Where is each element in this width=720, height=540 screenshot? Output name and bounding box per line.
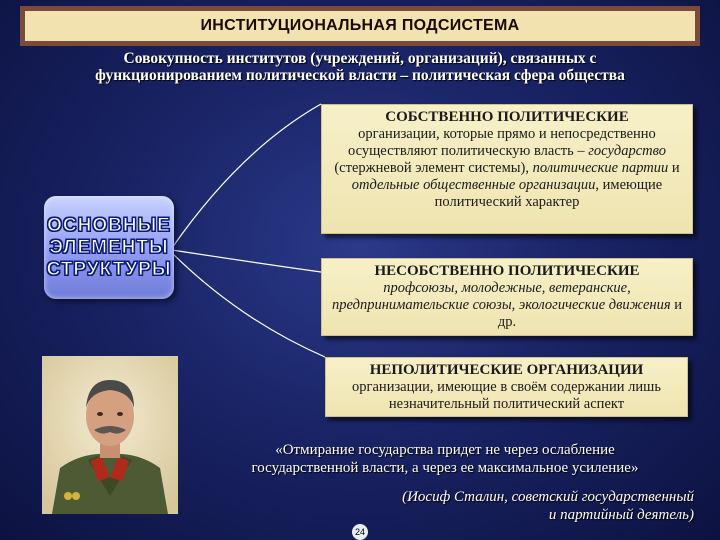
- subtitle-line-2: функционированием политической власти – политическая сфера общества: [95, 67, 625, 84]
- label-line-3: СТРУКТУРЫ: [46, 258, 172, 280]
- box-nonpolitical: [325, 357, 688, 417]
- box-improper-political: [321, 258, 693, 336]
- title-bar: [20, 6, 700, 46]
- subtitle: [20, 50, 700, 84]
- quote: [190, 441, 700, 477]
- quote-attribution: [300, 488, 694, 524]
- box-nonpolitical-text: организации, имеющие в своём содержании лишь незначительный политический аспект: [352, 379, 661, 412]
- quote-line-2: государственной власти, а через ее максимальное усиление»: [251, 460, 639, 476]
- box-proper-political-text: организации, которые прямо и непосредственно осуществляют политическую власть – государство (стержневой элемент системы), политические партии и отдельные общественные организации, имеющие политический характер: [334, 126, 680, 210]
- quote-line-1: «Отмирание государства придет не через ослабление: [275, 442, 615, 458]
- box-improper-political-heading: НЕСОБСТВЕННО ПОЛИТИЧЕСКИЕ: [374, 263, 640, 279]
- portrait-image: [42, 356, 178, 514]
- attribution-line-1: (Иосиф Сталин, советский государственный: [402, 489, 694, 505]
- box-improper-political-text: профсоюзы, молодежные, ветеранские, предпринимательские союзы, экологические движения и др.: [332, 280, 682, 330]
- attribution-line-2: и партийный деятель): [548, 507, 694, 523]
- label-line-2: ЭЛЕМЕНТЫ: [49, 236, 169, 258]
- page-title: ИНСТИТУЦИОНАЛЬНАЯ ПОДСИСТЕМА: [25, 11, 695, 41]
- box-proper-political: [321, 104, 693, 234]
- subtitle-line-1: Совокупность институтов (учреждений, организаций), связанных с: [123, 50, 597, 67]
- label-line-1: ОСНОВНЫЕ: [47, 214, 171, 236]
- box-proper-political-heading: СОБСТВЕННО ПОЛИТИЧЕСКИЕ: [385, 109, 629, 125]
- page-number-badge: 24: [352, 524, 368, 540]
- structure-elements-label: [44, 196, 174, 299]
- box-nonpolitical-heading: НЕПОЛИТИЧЕСКИЕ ОРГАНИЗАЦИИ: [369, 362, 644, 378]
